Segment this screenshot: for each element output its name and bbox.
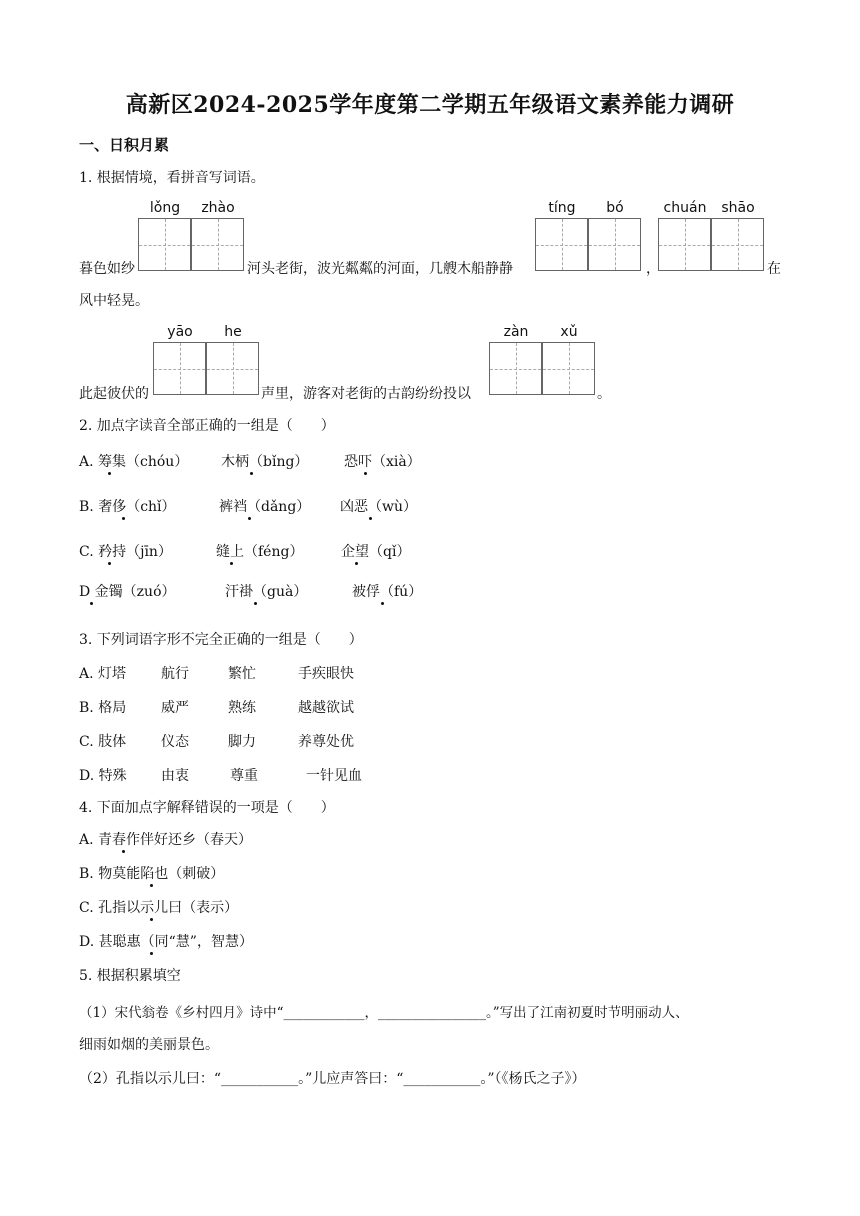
sentence-text: 。 <box>597 386 611 402</box>
option-d[interactable]: D. 特殊 <box>79 768 127 784</box>
character-box[interactable] <box>711 218 764 271</box>
fill-blank-line: 细雨如烟的美丽景色。 <box>79 1037 219 1053</box>
pinyin: zhào <box>201 200 235 216</box>
emphasis-dot <box>254 602 257 605</box>
option-a-word: 木柄（bǐng） <box>221 454 309 470</box>
option-b-word: 威严 <box>161 700 189 716</box>
option-a[interactable]: A. 筹集（chóu） <box>79 454 189 470</box>
emphasis-dot <box>150 952 153 955</box>
question-2-stem: 2. 加点字读音全部正确的一组是（ ） <box>79 418 335 434</box>
pinyin: bó <box>606 200 624 216</box>
emphasis-dot <box>381 602 384 605</box>
fill-blank-line[interactable]: （1）宋代翁卷《乡村四月》诗中“____________，________________。”写出了江南初夏时节明丽动人、 <box>79 1005 689 1021</box>
option-d-word: 一针见血 <box>306 768 362 784</box>
emphasis-dot <box>248 517 251 520</box>
question-5-stem: 5. 根据积累填空 <box>79 968 181 984</box>
character-box[interactable] <box>588 218 641 271</box>
page-title: 高新区2024-2025学年度第二学期五年级语文素养能力调研 <box>125 92 735 118</box>
character-box[interactable] <box>658 218 711 271</box>
pinyin: xǔ <box>560 324 578 340</box>
fill-blank-line[interactable]: （2）孔指以示儿曰：“___________。”儿应声答曰：“___________。”（《杨氏之子》） <box>79 1071 586 1087</box>
sentence-text: 风中轻晃。 <box>79 293 149 309</box>
option-b-word: 熟练 <box>228 700 256 716</box>
character-box[interactable] <box>153 342 206 395</box>
option-c-word: 缝上（féng） <box>216 544 304 560</box>
character-box[interactable] <box>191 218 244 271</box>
option-d-word: 尊重 <box>230 768 258 784</box>
option-c-word: 仪态 <box>161 734 189 750</box>
emphasis-dot <box>250 472 253 475</box>
sentence-text: ， <box>646 261 660 277</box>
section-heading: 一、日积月累 <box>79 136 170 154</box>
option-b-word: 裤裆（dǎng） <box>219 499 311 515</box>
emphasis-dot <box>230 562 233 565</box>
emphasis-dot <box>108 472 111 475</box>
option-d-word: 由衷 <box>161 768 189 784</box>
emphasis-dot <box>364 472 367 475</box>
option-c-word: 养尊处优 <box>298 734 354 750</box>
emphasis-dot <box>150 884 153 887</box>
question-4-stem: 4. 下面加点字解释错误的一项是（ ） <box>79 800 335 816</box>
option-d[interactable]: D 金镯（zuó） <box>79 584 176 600</box>
option-a-word: 手疾眼快 <box>298 666 354 682</box>
pinyin: chuán <box>663 200 707 216</box>
character-box[interactable] <box>535 218 588 271</box>
option-b-word: 越越欲试 <box>298 700 354 716</box>
character-box[interactable] <box>138 218 191 271</box>
option-b[interactable]: B. 物莫能陷也（刺破） <box>79 866 225 882</box>
option-a[interactable]: A. 灯塔 <box>79 666 127 682</box>
emphasis-dot <box>108 562 111 565</box>
sentence-text: 暮色如纱 <box>79 261 135 277</box>
option-d-word: 被俘（fú） <box>352 584 423 600</box>
option-c-word: 脚力 <box>228 734 256 750</box>
character-box[interactable] <box>489 342 542 395</box>
option-c-word: 企望（qǐ） <box>341 544 411 560</box>
emphasis-dot <box>122 850 125 853</box>
option-c[interactable]: C. 肢体 <box>79 734 127 750</box>
pinyin: tíng <box>548 200 576 216</box>
question-1-stem: 1. 根据情境，看拼音写词语。 <box>79 170 265 186</box>
emphasis-dot <box>369 517 372 520</box>
pinyin: yāo <box>167 324 193 340</box>
emphasis-dot <box>122 517 125 520</box>
emphasis-dot <box>150 918 153 921</box>
option-c[interactable]: C. 孔指以示儿曰（表示） <box>79 900 239 916</box>
option-b[interactable]: B. 格局 <box>79 700 127 716</box>
sentence-text: 声里，游客对老街的古韵纷纷投以 <box>261 386 471 402</box>
sentence-text: 此起彼伏的 <box>79 386 149 402</box>
question-3-stem: 3. 下列词语字形不完全正确的一组是（ ） <box>79 632 363 648</box>
option-a[interactable]: A. 青春作伴好还乡（春天） <box>79 832 253 848</box>
option-d[interactable]: D. 甚聪惠（同“慧”，智慧） <box>79 934 253 950</box>
option-a-word: 航行 <box>161 666 189 682</box>
sentence-text: 在 <box>767 261 781 277</box>
pinyin: zàn <box>503 324 529 340</box>
pinyin: he <box>224 324 242 340</box>
option-b[interactable]: B. 奢侈（chǐ） <box>79 499 176 515</box>
pinyin: lǒng <box>149 200 181 216</box>
option-d-word: 汗褂（guà） <box>225 584 308 600</box>
character-box[interactable] <box>206 342 259 395</box>
character-box[interactable] <box>542 342 595 395</box>
emphasis-dot <box>355 562 358 565</box>
emphasis-dot <box>90 602 93 605</box>
option-a-word: 繁忙 <box>228 666 256 682</box>
option-c[interactable]: C. 矜持（jīn） <box>79 544 172 560</box>
option-a-word: 恐吓（xià） <box>344 454 421 470</box>
pinyin: shāo <box>721 200 755 216</box>
sentence-text: 河头老街，波光粼粼的河面，几艘木船静静 <box>247 261 513 277</box>
option-b-word: 凶恶（wù） <box>340 499 417 515</box>
